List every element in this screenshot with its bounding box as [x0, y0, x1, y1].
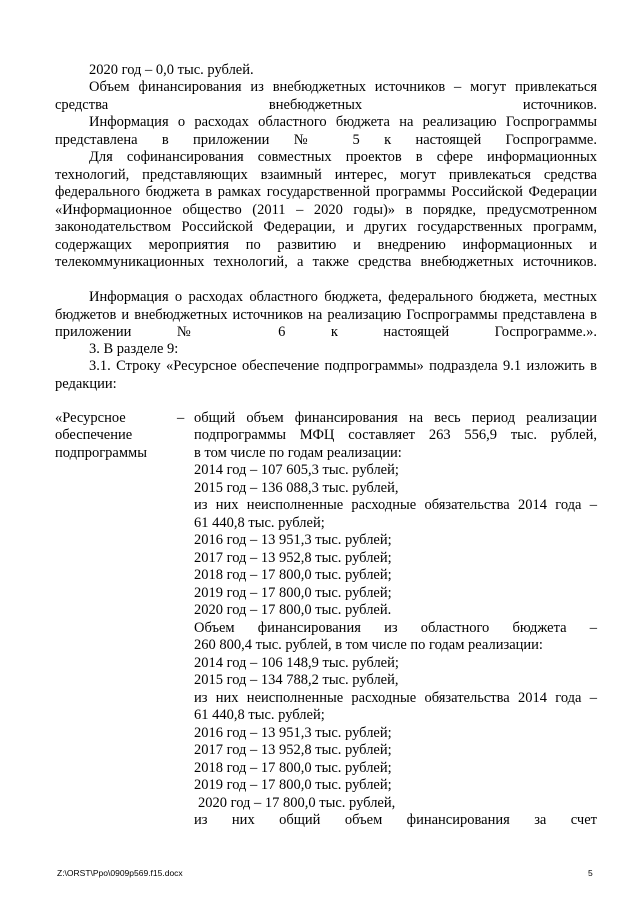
regional-funding-line-2: 260 800,4 тыс. рублей, в том числе по годам реализации: — [194, 637, 543, 653]
year-2020-total: 2020 год – 17 800,0 тыс. рублей. — [194, 602, 392, 618]
footer-file-path: Z:\ORST\Ppo\0909p569.f15.docx — [57, 868, 183, 878]
row-dash: – — [177, 410, 185, 426]
year-2015-total: 2015 год – 136 088,3 тыс. рублей, — [194, 480, 399, 496]
paragraph-extrabudget: Объем финансирования из внебюджетных источников – могут привлекаться средства внебюджетных источников. — [55, 79, 597, 113]
paragraph-appendix-5: Информация о расходах областного бюджета на реализацию Госпрограммы представлена в приложении № 5 к настоящей Госпрограмме. — [55, 114, 597, 148]
year-2014-total: 2014 год – 107 605,3 тыс. рублей; — [194, 462, 399, 478]
year-2018-total: 2018 год – 17 800,0 тыс. рублей; — [194, 567, 392, 583]
paragraph-item-3: 3. В разделе 9: — [89, 341, 179, 357]
funding-source-line: из них общий объем финансирования за счет — [194, 812, 597, 828]
paragraph-appendix-6: Информация о расходах областного бюджета, федерального бюджета, местных бюджетов и внебюджетных источников на реализацию Госпрограммы представлена в приложении № 6 к настоящей Госпрограмме.». — [55, 289, 597, 340]
regional-funding-line-1: Объем финансирования из областного бюджета – — [194, 620, 597, 636]
year-2014-regional: 2014 год – 106 148,9 тыс. рублей; — [194, 655, 399, 671]
footer-page-number: 5 — [588, 868, 593, 878]
year-2018-regional: 2018 год – 17 800,0 тыс. рублей; — [194, 760, 392, 776]
paragraph-item-3-1: 3.1. Строку «Ресурсное обеспечение подпрограммы» подраздела 9.1 изложить в редакции: — [55, 358, 597, 392]
year-2019-regional: 2019 год – 17 800,0 тыс. рублей; — [194, 777, 392, 793]
paragraph-2020-zero: 2020 год – 0,0 тыс. рублей. — [89, 62, 254, 78]
unfulfilled-obligations-total-2: 61 440,8 тыс. рублей; — [194, 515, 325, 531]
unfulfilled-obligations-regional-2: 61 440,8 тыс. рублей; — [194, 707, 325, 723]
year-2016-regional: 2016 год – 13 951,3 тыс. рублей; — [194, 725, 392, 741]
year-2020-regional: 2020 год – 17 800,0 тыс. рублей, — [198, 795, 396, 811]
unfulfilled-obligations-regional-1: из них неисполненные расходные обязательства 2014 года – — [194, 690, 597, 706]
year-2017-regional: 2017 год – 13 952,8 тыс. рублей; — [194, 742, 392, 758]
paragraph-cofinancing: Для софинансирования совместных проектов в сфере информационных технологий, представляющих взаимный интерес, могут привлекаться средства федерального бюджета в рамках государственной программы Российской Федерации «Информационное общество (2011 – 2020 годы)» в порядке, предусмотренном законодательством Российской Федерации, и других государственных программ, содержащих мероприятия по развитию и внедрению информационных и телекоммуникационных технологий, а также средства внебюджетных источников. — [55, 149, 597, 270]
left-label-line-3: подпрограммы — [55, 445, 147, 461]
left-label-line-2: обеспечение — [55, 427, 133, 443]
year-2015-regional: 2015 год – 134 788,2 тыс. рублей, — [194, 672, 399, 688]
total-funding-line-1: общий объем финансирования на весь период реализации — [194, 410, 597, 426]
total-funding-line-3: в том числе по годам реализации: — [194, 445, 402, 461]
year-2016-total: 2016 год – 13 951,3 тыс. рублей; — [194, 532, 392, 548]
year-2017-total: 2017 год – 13 952,8 тыс. рублей; — [194, 550, 392, 566]
total-funding-line-2: подпрограммы МФЦ составляет 263 556,9 тыс. рублей, — [194, 427, 597, 443]
unfulfilled-obligations-total-1: из них неисполненные расходные обязательства 2014 года – — [194, 497, 597, 513]
left-label-line-1: «Ресурсное — [55, 410, 126, 426]
year-2019-total: 2019 год – 17 800,0 тыс. рублей; — [194, 585, 392, 601]
